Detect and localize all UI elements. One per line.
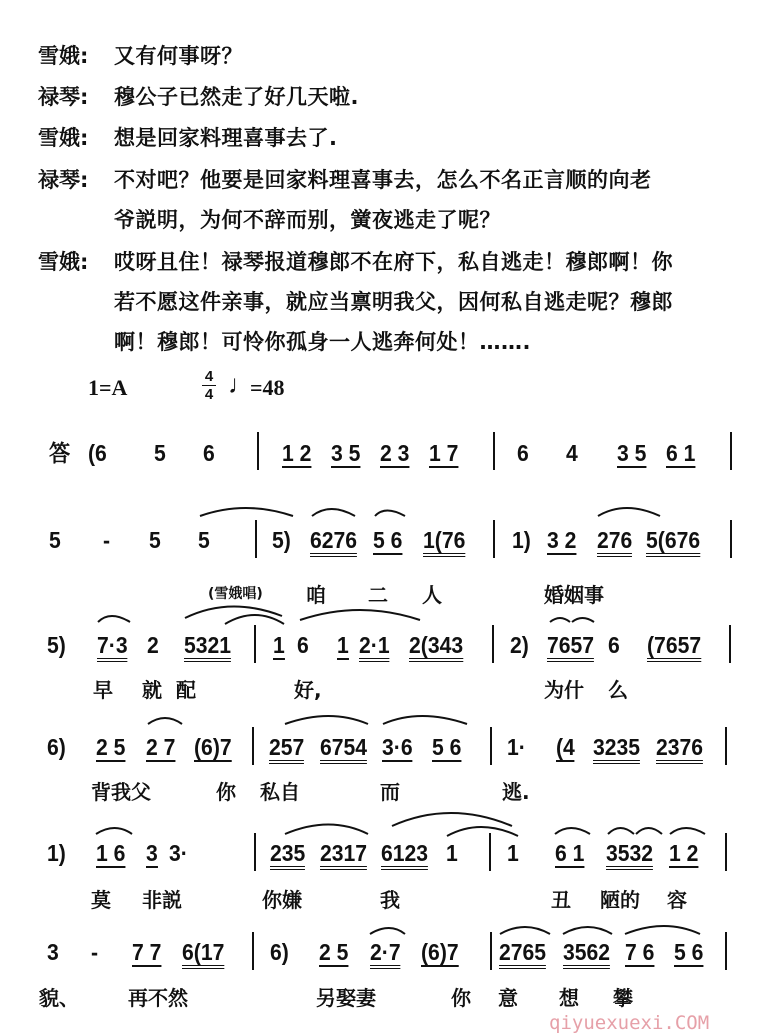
bar-line [730,520,732,558]
note: 3 5 [617,440,647,466]
dialogue-line: 啊！穆郎！可怜你孤身一人逃奔何处！……. [114,330,531,354]
bar-line [492,625,494,663]
note: 1 7 [429,440,459,466]
note: - [91,939,99,965]
lyric: 人 [422,583,442,607]
note: 6 1 [666,440,696,466]
note: 5321 [184,632,231,662]
lyric: 逃. [502,780,530,804]
lyric: 貌、 [39,986,79,1010]
note: (6 [88,440,107,466]
note: 5 [198,527,210,553]
bar-line [252,932,254,970]
lyric: 容 [667,888,687,912]
bar-line [254,625,256,663]
lyric: (雪娥唱) [208,586,263,602]
note: 1 6 [96,840,126,866]
note: 6) [47,734,66,760]
bar-line [490,727,492,765]
lyric: 攀 [613,986,633,1010]
lyric: 咱 [306,583,326,607]
note: 3 5 [331,440,361,466]
bar-line [489,833,491,871]
note: 5 [149,527,161,553]
note: 1(76 [423,527,465,557]
lyric: 你 [451,986,471,1010]
lyric: 想 [559,986,579,1010]
lyric: 丑 [551,888,571,912]
note: 7 7 [132,939,162,965]
lyric: 配 [176,678,196,702]
dialogue-line: 哎呀且住！禄琴报道穆郎不在府下，私自逃走！穆郎啊！你 [114,250,673,274]
lyric: 婚姻事 [544,583,604,607]
note: 6 [297,632,309,658]
bar-line [725,833,727,871]
bar-line [493,520,495,558]
note: 1 [337,632,349,658]
note: 2·1 [359,632,390,662]
note: 3· [169,840,188,866]
note: 3·6 [382,734,413,760]
lyric: 莫 [91,888,111,912]
note: 5 [154,440,166,466]
bar-line [725,932,727,970]
note: (6)7 [421,939,459,965]
time-denominator: 4 [204,386,214,403]
lyric: 私自 [260,780,300,804]
lyric: 陋的 [600,888,640,912]
note: 3235 [593,734,640,764]
time-numerator: 4 [202,368,216,386]
note: - [103,527,111,553]
lyric: 好, [294,678,322,702]
note: 2 5 [96,734,126,760]
speaker: 雪娥: [38,126,89,150]
note: 3 2 [547,527,577,553]
lyric: 早 [93,678,113,702]
lyric: 另娶妻 [316,986,376,1010]
note: (4 [556,734,575,760]
note: 3532 [606,840,653,870]
note: 1) [47,840,66,866]
note: (7657 [647,632,701,662]
lyric: 意 [498,986,518,1010]
note: 1· [507,734,526,760]
note: 2 [147,632,159,658]
tempo: =48 [250,375,285,400]
note: 2765 [499,939,546,969]
note: 1 [507,840,519,866]
note: 5 6 [674,939,704,965]
lyric: 背我父 [91,780,151,804]
note: 6276 [310,527,357,557]
dialogue-line: 想是回家料理喜事去了. [114,126,338,150]
note: 7657 [547,632,594,662]
dialogue-line: 若不愿这件亲事，就应当禀明我父，因何私自逃走呢？穆郎 [114,290,673,314]
note: 3 [146,840,158,866]
note: 6 [608,632,620,658]
note: 5) [272,527,291,553]
lyric: 就 [142,678,162,702]
bar-line [730,432,732,470]
bar-line [257,432,259,470]
note: 4 [566,440,578,466]
speaker: 禄琴: [38,168,89,192]
note: 235 [270,840,305,870]
note: 2(343 [409,632,463,662]
note: 7 6 [625,939,655,965]
speaker: 雪娥: [38,250,89,274]
lyric: 你嫌 [262,888,302,912]
note: 6) [270,939,289,965]
note: 6 1 [555,840,585,866]
note: 答 [49,440,71,466]
bar-line [255,520,257,558]
note: 5 6 [432,734,462,760]
note: 6(17 [182,939,224,969]
quarter-note-icon: ♩ [228,370,254,399]
dialogue-line: 穆公子已然走了好几天啦. [114,85,359,109]
lyric: 而 [380,780,400,804]
note: 2376 [656,734,703,764]
speaker: 禄琴: [38,85,89,109]
note: 5(676 [646,527,700,557]
note: 5 [49,527,61,553]
note: 257 [269,734,304,764]
note: 3562 [563,939,610,969]
note: 2 3 [380,440,410,466]
note: 6 [517,440,529,466]
note: 1 [446,840,458,866]
lyric: 非説 [142,888,182,912]
bar-line [254,833,256,871]
dialogue-line: 不对吧？他要是回家料理喜事去，怎么不名正言顺的向老 [114,168,652,192]
dialogue-line: 又有何事呀？ [114,44,243,68]
note: 5) [47,632,66,658]
note: 6 [203,440,215,466]
bar-line [252,727,254,765]
note: 2) [510,632,529,658]
note: 2317 [320,840,367,870]
bar-line [729,625,731,663]
note: 276 [597,527,632,557]
note: 3 [47,939,59,965]
bar-line [493,432,495,470]
dialogue-line: 爷説明，为何不辞而别，黉夜逃走了呢？ [114,208,501,232]
note: 6754 [320,734,367,764]
watermark: qiyuexuexi.COM [549,1012,710,1034]
note: 1 [273,632,285,658]
note: 1 2 [282,440,312,466]
note: 6123 [381,840,428,870]
bar-line [490,932,492,970]
key-signature: 1=A [88,375,128,400]
note: 2 5 [319,939,349,965]
lyric: 你 [216,780,236,804]
lyric: 我 [380,888,400,912]
speaker: 雪娥: [38,44,89,68]
bar-line [725,727,727,765]
note: 1 2 [669,840,699,866]
note: (6)7 [194,734,232,760]
note: 7·3 [97,632,128,662]
lyric: 为什 [544,678,584,702]
lyric: 二 [368,583,388,607]
lyric: 再不然 [128,986,188,1010]
note: 5 6 [373,527,403,553]
note: 1) [512,527,531,553]
note: 2 7 [146,734,176,760]
note: 2·7 [370,939,401,969]
lyric: 么 [608,678,628,702]
